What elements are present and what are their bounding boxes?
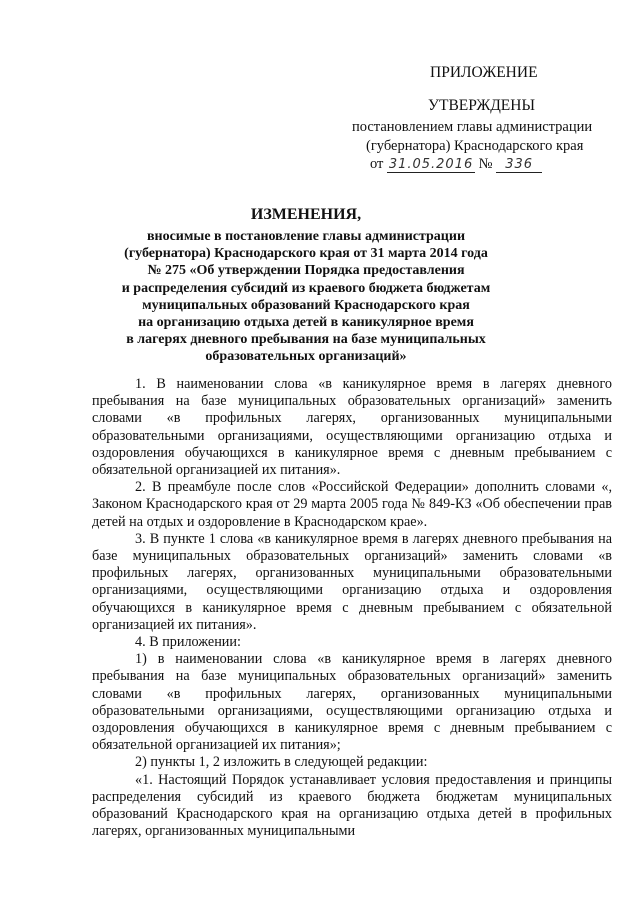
document-subtitle <box>96 228 516 366</box>
document-title-block <box>96 205 516 366</box>
decree-line-2: (губернатора) Краснодарского края <box>366 138 584 154</box>
subtitle-line: на организацию отдыха детей в каникулярное время <box>138 315 474 331</box>
paragraph-item-1: 1. В наименовании слова «в каникулярное время в лагерях дневного пребывания на базе муниципальных образовательных организаций» заменить словами «в профильных лагерях, организованных муниципальными образовательными организациями, осуществляющими организацию отдыха и оздоровления обучающихся в каникулярное время с дневным пребыванием с обязательной организацией их питания». <box>92 376 612 479</box>
number-prefix: № <box>478 156 493 172</box>
subtitle-line: образовательных организаций» <box>205 349 407 365</box>
handwritten-date: 31.05.2016 <box>388 157 474 172</box>
subtitle-line: вносимые в постановление главы администрации <box>146 229 466 244</box>
subtitle-line: № 275 «Об утверждении Порядка предоставления <box>147 263 465 279</box>
subtitle-line: в лагерях дневного пребывания на базе муниципальных <box>126 332 486 348</box>
paragraph-item-4: 4. В приложении: <box>135 634 241 651</box>
subtitle-line: муниципальных образований Краснодарского края <box>142 297 470 313</box>
date-prefix: от <box>370 156 384 172</box>
subtitle-line: и распределения субсидий из краевого бюджета бюджетам <box>121 280 491 296</box>
handwritten-number: 336 <box>496 157 542 173</box>
paragraph-quoted-1: «1. Настоящий Порядок устанавливает условия предоставления и принципы распределения субсидий из краевого бюджета бюджетам муниципальных образований Краснодарского края на организацию отдыха детей в профильных лагерях, организованных муниципальными <box>92 771 612 840</box>
paragraph-item-3: 3. В пункте 1 слова «в каникулярное время в лагерях дневного пребывания на базе муниципальных образовательных организаций» заменить словами «в профильных лагерях, организованных муниципальными образовательными организациями, осуществляющими организацию отдыха и оздоровления обучающихся в каникулярное время с дневным пребыванием с обязательной организацией их питания». <box>92 530 612 633</box>
paragraph-item-2: 2. В преамбуле после слов «Российской Федерации» дополнить словами «, Законом Краснодарского края от 29 марта 2005 года № 849-КЗ «Об обеспечении прав детей на отдых и оздоровление в Краснодарском крае». <box>92 479 612 530</box>
subtitle-line: (губернатора) Краснодарского края от 31 марта 2014 года <box>124 246 488 262</box>
decree-line-1: постановлением главы администрации <box>352 119 593 135</box>
date-number-line <box>370 156 542 173</box>
document-body <box>92 376 612 840</box>
approved-label: УТВЕРЖДЕНЫ <box>428 97 535 114</box>
paragraph-subitem-1: 1) в наименовании слова «в каникулярное время в лагерях дневного пребывания на базе муниципальных образовательных организаций» заменить словами «в профильных лагерях, организованных муниципальными образовательными организациями, осуществляющими организацию отдыха и оздоровления обучающихся в каникулярное время с дневным пребыванием с обязательной организацией их питания»; <box>92 651 612 754</box>
paragraph-subitem-2: 2) пункты 1, 2 изложить в следующей редакции: <box>135 754 428 771</box>
document-title: ИЗМЕНЕНИЯ, <box>250 206 362 223</box>
appendix-label: ПРИЛОЖЕНИЕ <box>430 64 538 81</box>
